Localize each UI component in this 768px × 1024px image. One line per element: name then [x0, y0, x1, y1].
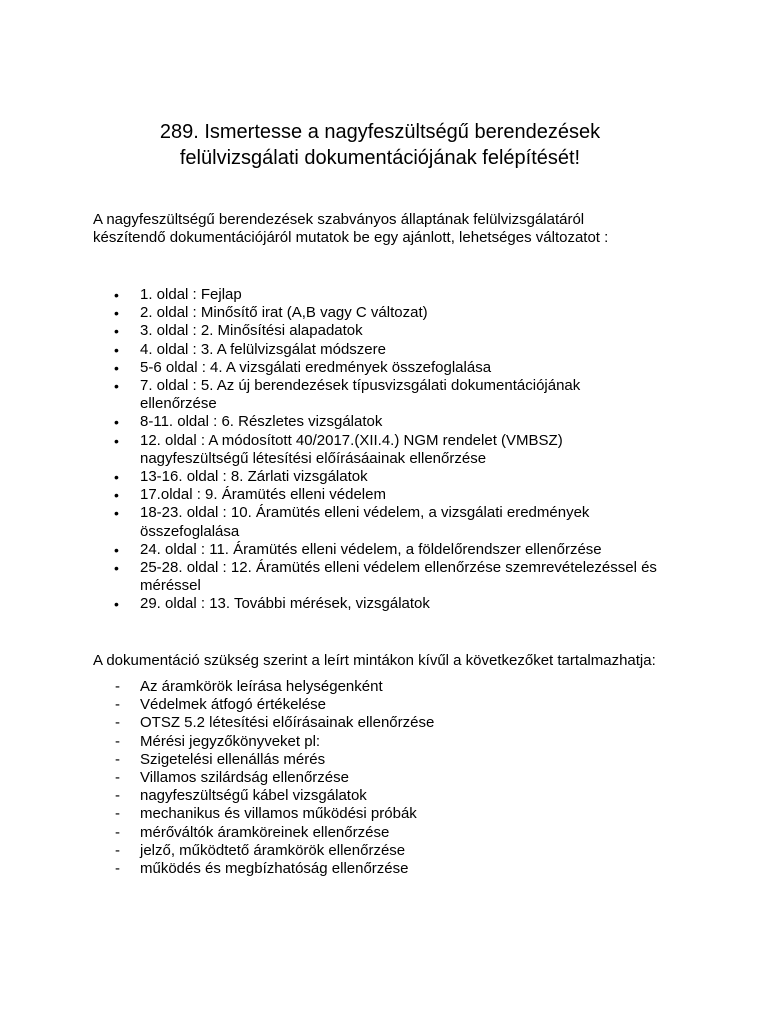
list-item-text: 29. oldal : 13. További mérések, vizsgálatok [140, 595, 430, 613]
list-item-text-continued: összefoglalása [140, 522, 240, 540]
list-item [0, 304, 768, 322]
list-item [0, 504, 768, 540]
dash-icon: - [115, 678, 120, 695]
list-item-text: 3. oldal : 2. Minősítési alapadatok [140, 322, 363, 340]
list-item-text: 13-16. oldal : 8. Zárlati vizsgálatok [140, 468, 368, 486]
list-item-text-continued: ellenőrzése [140, 395, 217, 413]
list-item [0, 377, 768, 413]
dash-icon: - [115, 805, 120, 823]
list-item [0, 468, 768, 486]
bullet-icon: • [114, 341, 119, 358]
intro-line-1: A nagyfeszültségű berendezések szabványos állaptának felülvizsgálatáról [93, 211, 585, 228]
bullet-icon: • [114, 378, 119, 395]
list-item [0, 805, 768, 823]
list-item [0, 824, 768, 842]
list-item [0, 678, 768, 696]
list-item-text-continued: méréssel [140, 577, 201, 595]
dash-icon: - [115, 714, 120, 732]
list-item [0, 769, 768, 787]
list-item-text: mechanikus és villamos működési próbák [140, 805, 417, 823]
list-item-text: 12. oldal : A módosított 40/2017.(XII.4.) NGM rendelet (VMBSZ) [140, 431, 563, 449]
list-item-text: jelző, működtető áramkörök ellenőrzése [140, 841, 406, 859]
list-item-text: Védelmek átfogó értékelése [140, 696, 326, 714]
bullet-icon: • [114, 414, 119, 431]
list-item [0, 413, 768, 431]
list-item-text: 8-11. oldal : 6. Részletes vizsgálatok [140, 413, 383, 431]
list-item-text: Mérési jegyzőkönyveket pl: [140, 732, 321, 750]
bullet-icon: • [114, 487, 119, 504]
list-item-text: 4. oldal : 3. A felülvizsgálat módszere [140, 340, 386, 358]
dash-icon: - [115, 732, 120, 750]
list-item [0, 486, 768, 504]
list-item-text: Villamos szilárdság ellenőrzése [140, 769, 349, 787]
list-item [0, 341, 768, 359]
intro-line-2: készítendő dokumentációjáról mutatok be egy ajánlott, lehetséges változatot : [93, 229, 609, 246]
list-item [0, 559, 768, 595]
list-item-text: működés és megbízhatóság ellenőrzése [140, 860, 409, 878]
list-item-text: mérőváltók áramköreinek ellenőrzése [140, 823, 390, 841]
bullet-icon: • [114, 287, 119, 303]
bullet-icon: • [114, 305, 119, 322]
second-paragraph: A dokumentáció szükség szerint a leírt mintákon kívűl a következőket tartalmazhatja: [93, 652, 656, 669]
list-item [0, 787, 768, 805]
list-item [0, 322, 768, 340]
list-item-text: OTSZ 5.2 létesítési előírásainak ellenőrzése [140, 714, 435, 732]
list-item [0, 714, 768, 732]
dash-icon: - [115, 750, 120, 768]
bullet-icon: • [114, 560, 119, 577]
list-item [0, 432, 768, 468]
list-item [0, 842, 768, 860]
list-item-text-continued: nagyfeszültségű létesítési előírásáainak ellenőrzése [140, 449, 487, 467]
list-item [0, 541, 768, 559]
list-item [0, 595, 768, 613]
dash-icon: - [115, 841, 120, 859]
bullet-icon: • [114, 596, 119, 613]
intro-paragraph [93, 211, 713, 247]
title-line-2: felülvizsgálati dokumentációjának felépítését! [179, 147, 581, 169]
list-item-text: 17.oldal : 9. Áramütés elleni védelem [140, 486, 386, 504]
list-item-text: 18-23. oldal : 10. Áramütés elleni védelem, a vizsgálati eredmények [140, 504, 590, 522]
page-title [80, 119, 680, 171]
dash-icon: - [115, 823, 120, 841]
list-item-text: 24. oldal : 11. Áramütés elleni védelem, a földelőrendszer ellenőrzése [140, 540, 602, 558]
list-item-text: 1. oldal : Fejlap [140, 286, 242, 303]
optional-contents-list [0, 678, 768, 878]
list-item [0, 286, 768, 304]
bullet-icon: • [114, 469, 119, 486]
list-item [0, 860, 768, 878]
list-item-text: 25-28. oldal : 12. Áramütés elleni védelem ellenőrzése szemrevételezéssel és [140, 559, 657, 577]
bullet-icon: • [114, 505, 119, 522]
list-item-text: 7. oldal : 5. Az új berendezések típusvizsgálati dokumentációjának [140, 377, 581, 395]
dash-icon: - [115, 860, 120, 878]
list-item-text: 2. oldal : Minősítő irat (A,B vagy C változat) [140, 304, 428, 322]
list-item [0, 733, 768, 751]
list-item [0, 696, 768, 714]
list-item-text: 5-6 oldal : 4. A vizsgálati eredmények összefoglalása [140, 358, 492, 376]
title-line-1: 289. Ismertesse a nagyfeszültségű berendezések [159, 121, 601, 143]
bullet-icon: • [114, 541, 119, 558]
dash-icon: - [115, 769, 120, 787]
page-contents-list [0, 286, 768, 614]
list-item-text: nagyfeszültségű kábel vizsgálatok [140, 787, 367, 805]
list-item [0, 751, 768, 769]
bullet-icon: • [114, 359, 119, 376]
dash-icon: - [115, 787, 120, 805]
list-item-text: Szigetelési ellenállás mérés [140, 750, 326, 768]
bullet-icon: • [114, 323, 119, 340]
list-item [0, 359, 768, 377]
list-item-text: Az áramkörök leírása helységenként [140, 678, 383, 695]
bullet-icon: • [114, 432, 119, 449]
dash-icon: - [115, 696, 120, 714]
